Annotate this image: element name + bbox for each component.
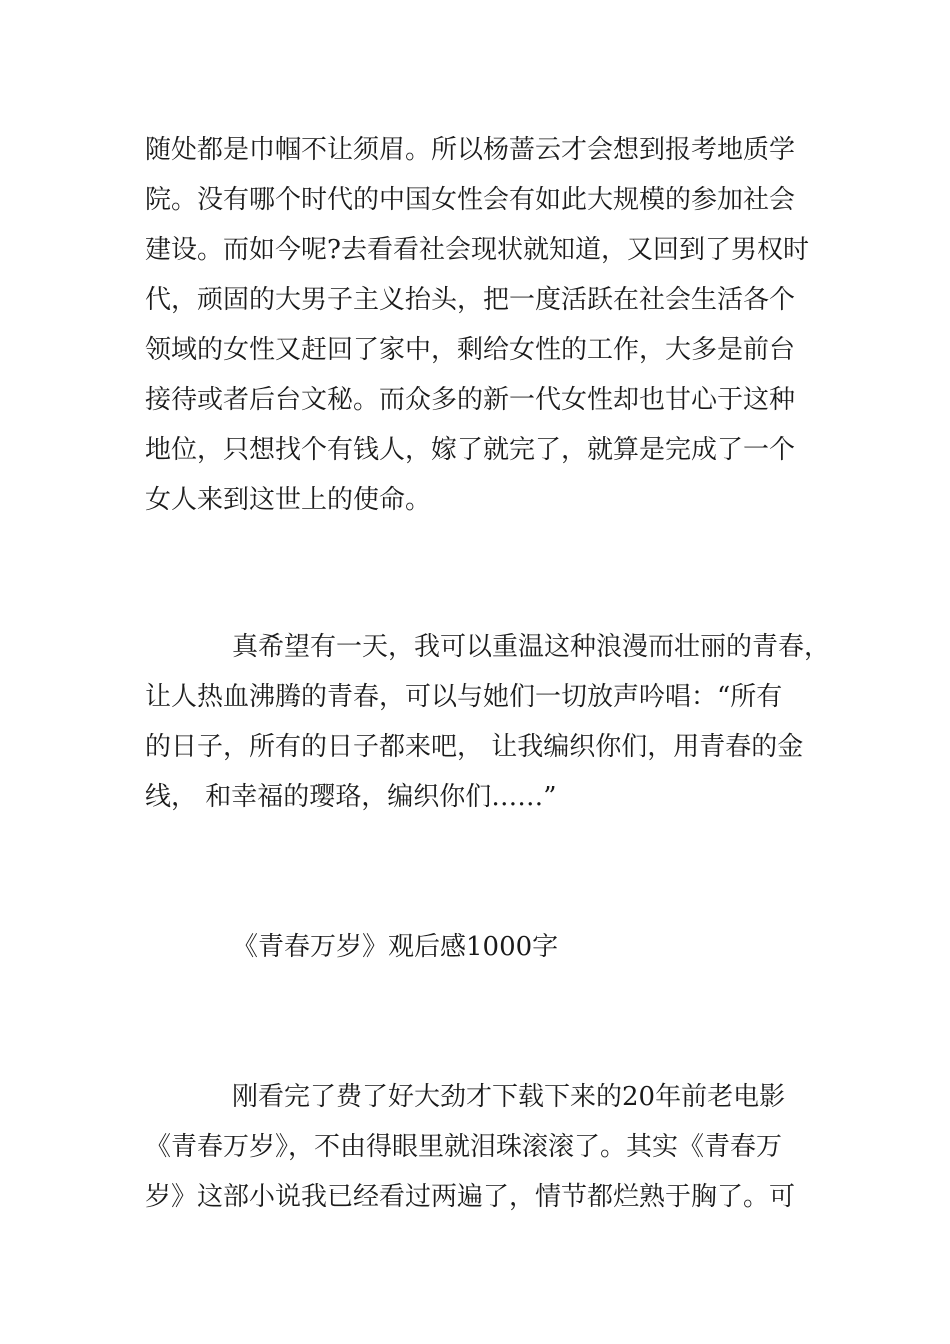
text-line: 真希望有一天，我可以重温这种浪漫而壮丽的青春， xyxy=(232,632,831,662)
text-line: 的日子，所有的日子都来吧， 让我编织你们，用青春的金 xyxy=(145,732,804,762)
text-line: 刚看完了费了好大劲才下载下来的20年前老电影 xyxy=(232,1082,786,1112)
text-line: 地位，只想找个有钱人，嫁了就完了，就算是完成了一个 xyxy=(145,435,796,465)
text-line: 让人热血沸腾的青春，可以与她们一切放声吟唱：“所有 xyxy=(145,682,783,712)
heading-text: 《青春万岁》观后感1000字 xyxy=(232,932,559,962)
text-line: 随处都是巾帼不让须眉。所以杨蔷云才会想到报考地质学 xyxy=(145,135,796,165)
text-line: 女人来到这世上的使命。 xyxy=(145,485,432,515)
text-line: 建设。而如今呢?去看看社会现状就知道，又回到了男权时 xyxy=(145,235,809,265)
section-heading xyxy=(145,922,815,972)
text-line: 线， 和幸福的璎珞，编织你们……” xyxy=(145,782,557,812)
text-line: 院。没有哪个时代的中国女性会有如此大规模的参加社会 xyxy=(145,185,796,215)
text-line: 领域的女性又赶回了家中，剩给女性的工作，大多是前台 xyxy=(145,335,796,365)
paragraph-3 xyxy=(145,1072,815,1222)
paragraph-2 xyxy=(145,622,831,822)
paragraph-1 xyxy=(145,125,815,525)
text-line: 接待或者后台文秘。而众多的新一代女性却也甘心于这种 xyxy=(145,385,796,415)
text-line: 岁》这部小说我已经看过两遍了，情节都烂熟于胸了。可 xyxy=(145,1182,796,1212)
text-line: 《青春万岁》，不由得眼里就泪珠滚滚了。其实《青春万 xyxy=(145,1132,783,1162)
text-line: 代，顽固的大男子主义抬头，把一度活跃在社会生活各个 xyxy=(145,285,796,315)
